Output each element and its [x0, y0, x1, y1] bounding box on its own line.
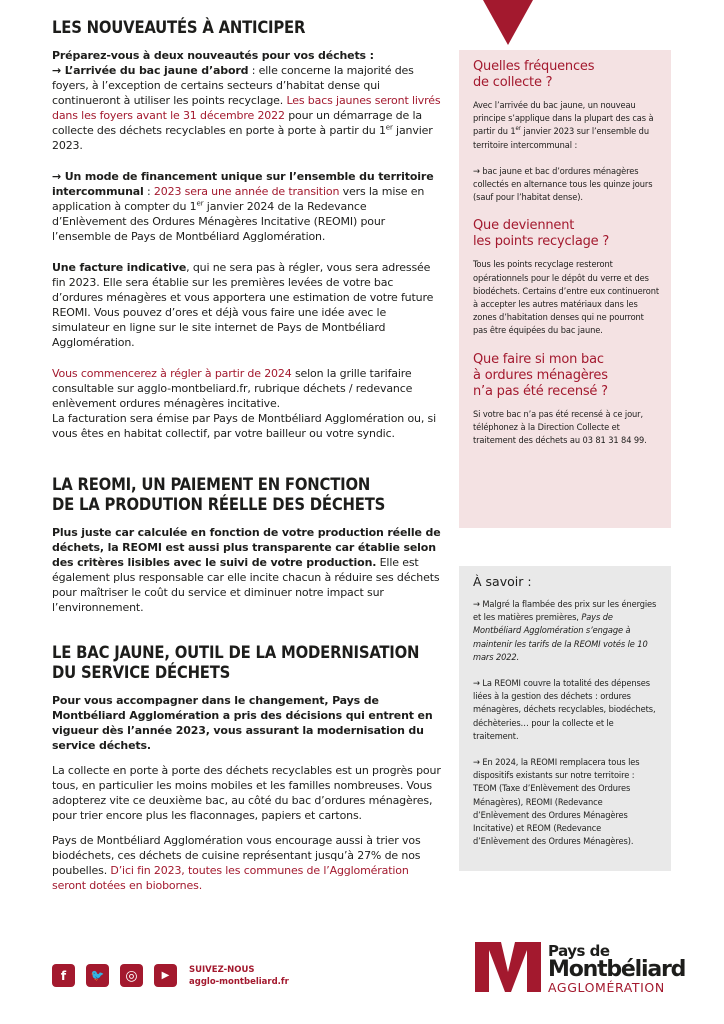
follow-us	[189, 964, 289, 988]
facture-lead: Une facture indicative	[52, 261, 187, 274]
highlight-livraison: Les bacs jaunes seront livrés dans les foyers avant le 31 décembre 2022	[52, 94, 441, 122]
website-link[interactable]: agglo-montbeliard.fr	[189, 977, 289, 987]
highlight-reglement: Vous commencerez à régler à partir de 2024	[52, 367, 292, 380]
a-savoir-title: À savoir :	[473, 574, 532, 589]
faq-box	[459, 50, 671, 528]
financement-lead: → Un mode de financement unique sur l’ensemble du territoire intercommunal	[52, 170, 434, 198]
intro-text: Préparez-vous à deux nouveautés pour vos déchets :	[52, 49, 374, 62]
logo-m-icon	[475, 942, 541, 992]
paragraph-reomi: Plus juste car calculée en fonction de votre production réelle de déchets, la REOMI est aussi plus transparente car établie selon des critères lisibles avec le suivi de votre production. Elle est également plus responsable car elle incite chacun à réduire ses déchets pour maîtriser le coût du service et diminuer notre impact sur l’environnement.	[52, 526, 441, 614]
follow-label: SUIVEZ-NOUS	[189, 965, 255, 975]
question-frequences: Quelles fréquences de collecte ?	[473, 59, 595, 90]
answer-points-recyclage: Tous les points recyclage resteront opérationnels pour le dépôt du verre et des biodéchets. Certains d’entre eux continueront à accepter les autres matériaux dans les zones d’habitation denses qui ne pourront pas être équipées du bac jaune.	[473, 259, 659, 337]
instagram-icon[interactable]: ◎	[120, 964, 143, 987]
facebook-icon[interactable]: f	[52, 964, 75, 987]
paragraph-biodechets: Pays de Montbéliard Agglomération vous encourage aussi à trier vos biodéchets, ces déchets de cuisine représentant jusqu’à 27% de nos poubelles. D’ici fin 2023, toutes les communes de l’Agglomération seront dotées en biobornes.	[52, 834, 421, 892]
twitter-icon[interactable]: 🐦	[86, 964, 109, 987]
paragraph-bac-jaune: Préparez-vous à deux nouveautés pour vos déchets : → L’arrivée du bac jaune d’abord : elle concerne la majorité des foyers, à l’exception de certains secteurs d’habitat dense qui continueront à utiliser les points recyclage. Les bacs jaunes seront livrés dans les foyers avant le 31 décembre 2022 pour un démarrage de la collecte des déchets recyclables en porte à porte à partir du 1er janvier 2023.	[52, 49, 441, 152]
a-savoir-item-tarifs: → Malgré la flambée des prix sur les énergies et les matières premières, Pays de Montbéliard Agglomération s’engage à maintenir les tarifs de la REOMI votés le 10 mars 2022.	[473, 599, 657, 663]
a-savoir-item-2024: → En 2024, la REOMI remplacera tous les dispositifs existants sur notre territoire : TEOM (Taxe d’Enlèvement des Ordures Ménagères), REOMI (Redevance d’Enlèvement des Ordures Ménagères Incitative) et REOM (Redevance d’Enlèvement des Ordures Ménagères).	[473, 757, 640, 848]
question-bac-recense: Que faire si mon bac à ordures ménagères n’a pas été recensé ?	[473, 351, 608, 399]
bac-jaune-lead: → L’arrivée du bac jaune d’abord	[52, 64, 249, 77]
logo-text	[548, 944, 685, 995]
logo-line-pays: Pays de	[548, 942, 610, 960]
a-savoir-item-couverture: → La REOMI couvre la totalité des dépenses liées à la gestion des déchets : ordures ménagères, déchets recyclables, biodéchets, déchèteries… pour la collecte et le traitement.	[473, 678, 656, 742]
paragraph-facture: Une facture indicative, qui ne sera pas à régler, vous sera adressée fin 2023. Elle sera établie sur les premières levées de votre bac d’ordures ménagères et vous apportera une estimation de votre future REOMI. Vous pouvez d’ores et déjà vous faire une idée avec le simulateur en ligne sur le site internet de Pays de Montbéliard Agglomération.	[52, 261, 434, 349]
youtube-icon[interactable]: ▶	[154, 964, 177, 987]
main-column	[52, 18, 442, 893]
paragraph-financement: → Un mode de financement unique sur l’ensemble du territoire intercommunal : 2023 sera une année de transition vers la mise en application à compter du 1er janvier 2024 de la Redevance d’Enlèvement des Ordures Ménagères Incitative (REOMI) pour l’ensemble de Pays de Montbéliard Agglomération.	[52, 170, 434, 243]
answer-frequences: Avec l’arrivée du bac jaune, un nouveau principe s’applique dans la plupart des cas à partir du 1er janvier 2023 sur l’ensemble du territoire intercommunal :	[473, 100, 654, 151]
logo-line-montbeliard: Montbéliard	[548, 957, 686, 982]
paragraph-reglement: Vous commencerez à régler à partir de 2024 selon la grille tarifaire consultable sur agglo-montbeliard.fr, rubrique déchets / redevance enlèvement ordures ménagères incitative. La facturation sera émise par Pays de Montbéliard Agglomération ou, si vous êtes en habitat collectif, par votre bailleur ou votre syndic.	[52, 367, 437, 440]
highlight-transition: 2023 sera une année de transition	[153, 185, 340, 198]
question-points-recyclage: Que deviennent les points recyclage ?	[473, 218, 610, 250]
paragraph-collecte: La collecte en porte à porte des déchets recyclables est un progrès pour tous, en particulier les moins mobiles et les familles nombreuses. Vous adopterez vite ce deuxième bac, au côté du bac d’ordures ménagères, pour trier encore plus les flaconnages, papiers et cartons.	[52, 764, 441, 822]
decorative-triangle	[483, 0, 533, 45]
highlight-biobornes: D’ici fin 2023, toutes les communes de l’Agglomération seront dotées en biobornes.	[52, 864, 409, 892]
answer-frequences-detail: → bac jaune et bac d’ordures ménagères collectés en alternance tous les quinze jours (sauf pour l’habitat dense).	[473, 165, 653, 204]
section-title-reomi: LA REOMI, UN PAIEMENT EN FONCTION DE LA PRODUTION RÉELLE DES DÉCHETS	[52, 475, 386, 514]
paragraph-accompagnement: Pour vous accompagner dans le changement, Pays de Montbéliard Agglomération a pris des décisions qui entrent en vigueur dès l’année 2023, vous assurant la modernisation du service déchets.	[52, 694, 433, 752]
section-title-nouveautes: LES NOUVEAUTÉS À ANTICIPER	[52, 18, 306, 37]
a-savoir-box	[459, 566, 671, 871]
answer-bac-recense: Si votre bac n’a pas été recensé à ce jour, téléphonez à la Direction Collecte et traitement des déchets au 03 81 31 84 99.	[473, 408, 647, 447]
section-title-bac-jaune: LE BAC JAUNE, OUTIL DE LA MODERNISATION DU SERVICE DÉCHETS	[52, 643, 420, 682]
logo-line-agglomeration: AGGLOMÉRATION	[548, 980, 665, 995]
